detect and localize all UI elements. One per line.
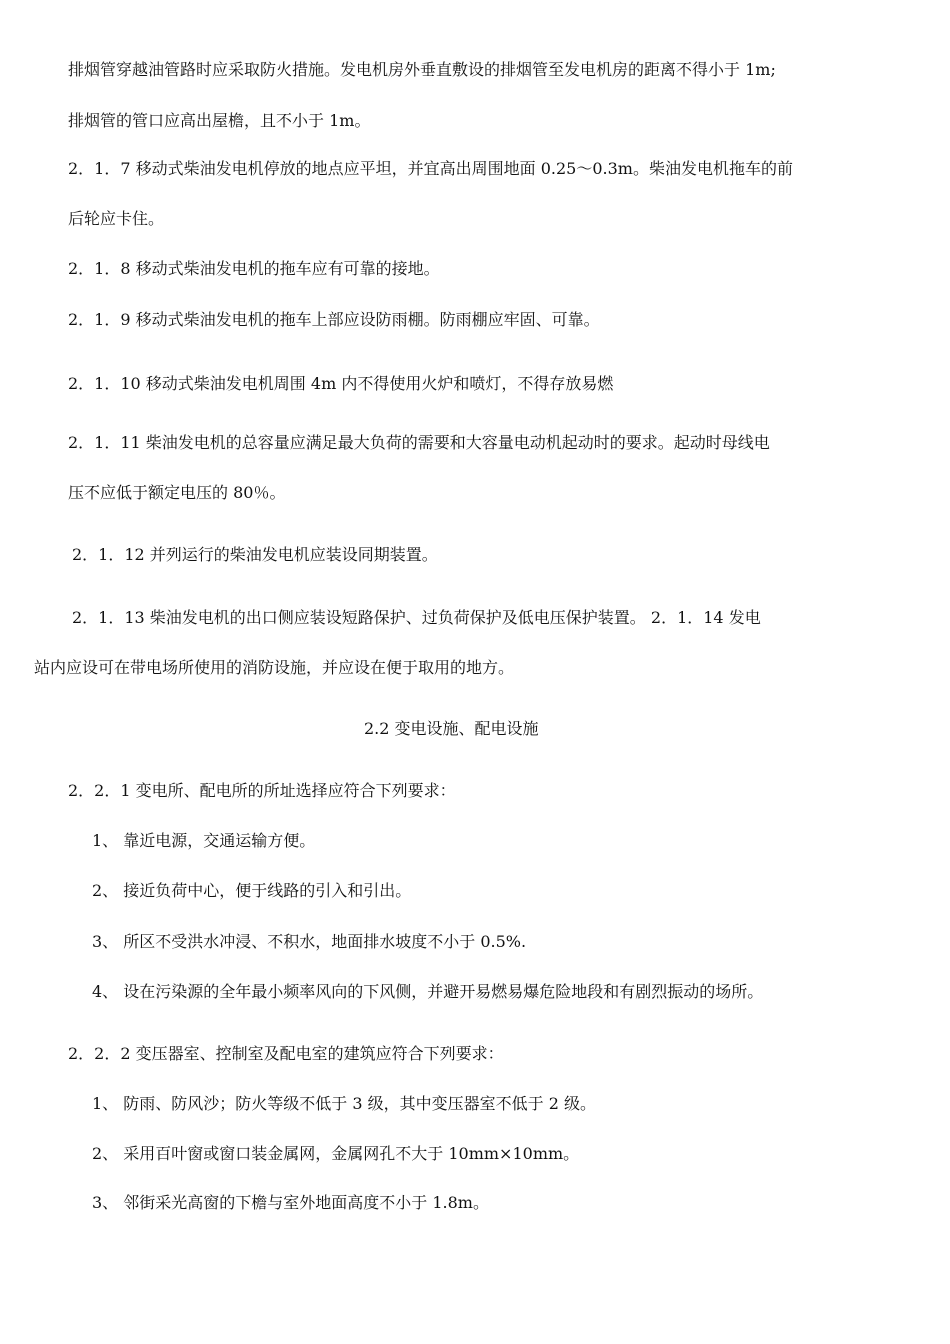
text-line-5: 2．1．8 移动式柴油发电机的拖车应有可靠的接地。 [68, 259, 440, 278]
list-item: 2、 采用百叶窗或窗口装金属网，金属网孔不大于 10mm×10mm。 [92, 1144, 580, 1163]
text-line-2: 排烟管的管口应高出屋檐，且不小于 1m。 [68, 111, 371, 130]
list-item: 1、 靠近电源，交通运输方便。 [92, 831, 316, 850]
text-line-7: 2．1．10 移动式柴油发电机周围 4m 内不得使用火炉和喷灯，不得存放易燃 [68, 374, 614, 393]
text-line-4: 后轮应卡住。 [68, 209, 165, 228]
text-line-8: 2．1．11 柴油发电机的总容量应满足最大负荷的需要和大容量电动机起动时的要求。起动时母线电 [68, 433, 770, 452]
text-line-14: 2．2．1 变电所、配电所的所址选择应符合下列要求： [68, 781, 456, 800]
text-line-19: 2．2．2 变压器室、控制室及配电室的建筑应符合下列要求： [68, 1044, 504, 1063]
text-line-11: 2．1．13 柴油发电机的出口侧应装设短路保护、过负荷保护及低电压保护装置。 2．1．14 发电 [72, 608, 761, 627]
list-item: 3、 邻街采光高窗的下檐与室外地面高度不小于 1.8m。 [92, 1193, 489, 1212]
text-line-1: 排烟管穿越油管路时应采取防火措施。发电机房外垂直敷设的排烟管至发电机房的距离不得小于 1m; [68, 60, 776, 79]
text-line-9: 压不应低于额定电压的 80％。 [68, 483, 286, 502]
list-item: 4、 设在污染源的全年最小频率风向的下风侧，并避开易燃易爆危险地段和有剧烈振动的场所。 [92, 982, 764, 1001]
list-item: 3、 所区不受洪水冲浸、不积水，地面排水坡度不小于 0.5%. [92, 932, 527, 951]
list-item: 2、 接近负荷中心，便于线路的引入和引出。 [92, 881, 412, 900]
text-line-3: 2．1．7 移动式柴油发电机停放的地点应平坦，并宜高出周围地面 0.25～0.3m。柴油发电机拖车的前 [68, 159, 793, 178]
text-line-12: 站内应设可在带电场所使用的消防设施，并应设在便于取用的地方。 [34, 658, 515, 677]
text-line-10: 2．1．12 并列运行的柴油发电机应装设同期装置。 [72, 545, 438, 564]
list-item: 1、 防雨、防风沙；防火等级不低于 3 级，其中变压器室不低于 2 级。 [92, 1094, 596, 1113]
section-heading: 2.2 变电设施、配电设施 [364, 719, 539, 738]
text-line-6: 2．1．9 移动式柴油发电机的拖车上部应设防雨棚。防雨棚应牢固、可靠。 [68, 310, 600, 329]
